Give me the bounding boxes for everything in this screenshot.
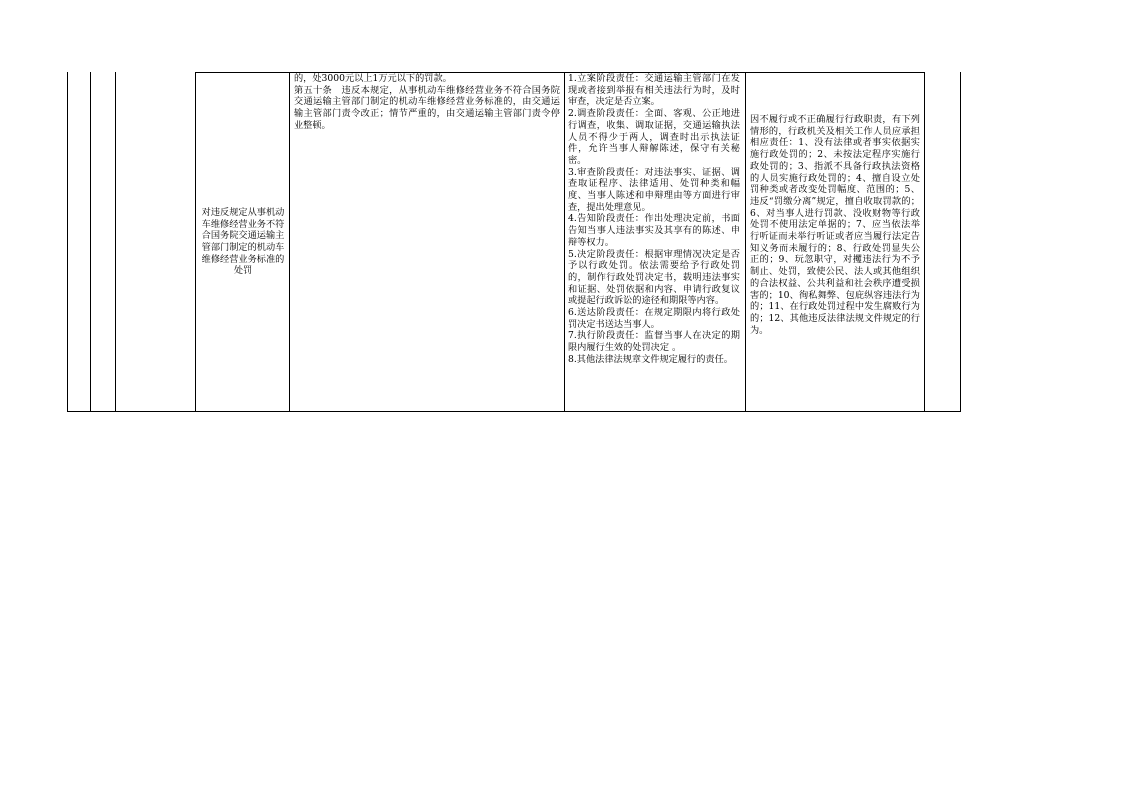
responsibility-item: 7.执行阶段责任：监督当事人在决定的期限内履行生效的处罚决定 。 — [568, 330, 740, 354]
table-divider — [115, 72, 116, 412]
table-divider — [289, 72, 290, 412]
table-divider — [195, 72, 196, 412]
item-name: 对违反规定从事机动车维修经营业务不符合国务院交通运输主管部门制定的机动车维修经营业务标准的处罚 — [201, 206, 285, 277]
liability-text: 因不履行或不正确履行行政职责，有下列情形的，行政机关及相关工作人员应承担相应责任：1、没有法律或者事实依据实施行政处罚的；2、未按法定程序实施行政处罚的；3、指派不具备行政执法资格的人员实施行政处罚的；4、擅自设立处罚种类或者改变处罚幅度、范围的；5、违反“罚缴分离”规定，擅自收取罚款的；6、对当事人进行罚款、没收财物等行政处罚不使用法定单据的；7、应当依法举行听证而未举行听证或者应当履行法定告知义务而未履行的；8、行政处罚显失公正的；9、玩忽职守，对攫违法行为不予制止、处罚，致使公民、法人或其他组织的合法权益、公共利益和社会秩序遭受损害的；10、徇私舞弊、包庇纵容违法行为的；11、在行政处罚过程中发生腐败行为的；12、其他违反法律法规文件规定的行为。 — [750, 114, 920, 336]
table-border-left — [67, 72, 68, 412]
legal-basis-article: 第五十条 违反本规定，从事机动车维修经营业务不符合国务院交通运输主管部门制定的机动车维修经营业务标准的，由交通运输主管部门责令改正；情节严重的，由交通运输主管部门责令停业整顿。 — [294, 84, 560, 131]
table-divider — [924, 72, 925, 412]
responsibility-item: 3.审查阶段责任：对违法事实、证据、调查取证程序、法律适用、处罚种类和幅度、当事人陈述和申辩理由等方面进行审查，提出处理意见。 — [568, 166, 740, 213]
table-divider — [745, 72, 746, 412]
responsibility-item: 8.其他法律法规章文件规定履行的责任。 — [568, 353, 733, 365]
legal-basis-line: 的，处3000元以上1万元以下的罚款。 — [294, 73, 452, 84]
responsibility-item: 1.立案阶段责任：交通运输主管部门在发现或者接到举报有相关违法行为时，及时审查，决定是否立案。 — [568, 73, 740, 108]
liability-cell — [747, 114, 923, 336]
table-border-right — [960, 72, 961, 412]
table-divider — [90, 72, 91, 412]
responsibilities-cell — [566, 73, 742, 366]
responsibility-item: 4.告知阶段责任：作出处理决定前，书面告知当事人违法事实及其享有的陈述、申辩等权力。 — [568, 213, 740, 248]
table-divider — [564, 72, 565, 412]
item-name-cell — [197, 72, 289, 412]
responsibility-item: 2.调查阶段责任：全面、客观、公正地进行调查，收集、调取证据，交通运输执法人员不得少于两人，调查时出示执法证件，允许当事人辩解陈述，保守有关秘密。 — [568, 108, 740, 166]
legal-basis-cell — [291, 73, 563, 132]
responsibility-item: 6.送达阶段责任：在规定期限内将行政处罚决定书送达当事人。 — [568, 307, 740, 330]
responsibility-item: 5.决定阶段责任：根据审理情况决定是否予以行政处罚。依法需要给予行政处罚的，制作行政处罚决定书，载明违法事实和证据、处罚依据和内容、申请行政复议或提起行政诉讼的途径和期限等内容。 — [568, 248, 740, 307]
